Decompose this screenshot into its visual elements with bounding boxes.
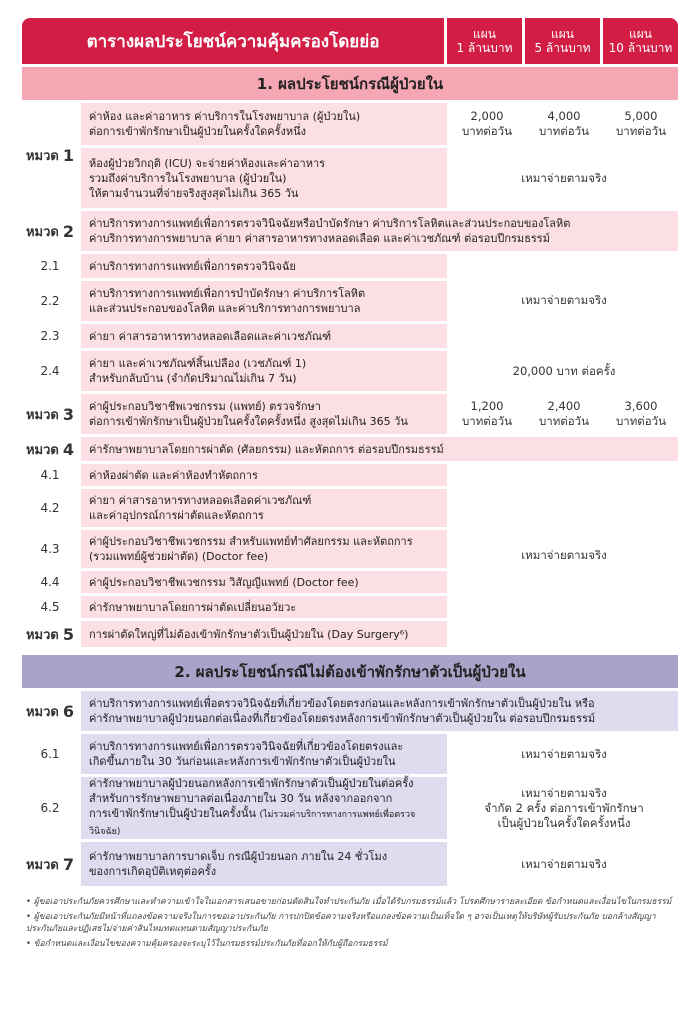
- desc-line: ค่าผู้ประกอบวิชาชีพเวชกรรม (แพทย์) ตรวจรักษา: [89, 400, 321, 413]
- category-3-description: [81, 394, 447, 434]
- value-line: เหมาจ่ายตามจริง: [521, 785, 607, 800]
- desc-line: ค่ายา ค่าสารอาหารทางหลอดเลือดค่าเวชภัณฑ์: [89, 494, 312, 507]
- item-2-4: [22, 351, 678, 391]
- value-unit: บาทต่อวัน: [615, 414, 667, 428]
- item-6-2: [22, 777, 678, 839]
- room-description: [81, 103, 447, 145]
- category-word: หมวด: [25, 149, 59, 164]
- desc-line: การผ่าตัดใหญ่ที่ไม่ต้องเข้าพักรักษาตัวเป็นผู้ป่วยใน (Day Surgery⁶): [89, 627, 409, 641]
- item-6-2-value: [450, 777, 678, 839]
- value-unit: บาทต่อวัน: [461, 124, 513, 138]
- desc-line: ให้ตามจำนวนที่จ่ายจริงสูงสุดไม่เกิน 365 วัน: [89, 186, 299, 200]
- item-number: 4.1: [40, 468, 60, 482]
- category-3-label: [22, 394, 78, 434]
- item-6-1: [22, 734, 678, 774]
- plan-1m-header: [447, 18, 522, 64]
- category-number: 3: [62, 404, 75, 424]
- value-1m: [450, 394, 524, 434]
- value-amount: 4,000: [547, 109, 581, 123]
- item-number: 6.2: [40, 801, 60, 815]
- desc-line: สำหรับกลับบ้าน (จำกัดปริมาณไม่เกิน 7 วัน): [89, 372, 297, 385]
- desc-line: ค่ารักษาพยาบาลผู้ป่วยนอกต่อเนื่องที่เกี่ยวข้องโดยตรงหลังการเข้าพักรักษาตัวเป็นผู้ป่วยใน ต่อรอบปีกรมธรรม์: [89, 712, 596, 725]
- category-6-label: [22, 691, 78, 731]
- desc-line: ห้องผู้ป่วยวิกฤติ (ICU) จะจ่ายค่าห้องและค่าอาหาร: [89, 156, 326, 170]
- desc-line: ค่ารักษาพยาบาลการบาดเจ็บ กรณีผู้ป่วยนอก ภายใน 24 ชั่วโมง: [89, 850, 388, 863]
- category-4-5-value: เหมาจ่ายตามจริง: [521, 547, 607, 562]
- value-5m: [527, 103, 601, 145]
- category-number: 2: [62, 221, 75, 241]
- item-2-4-value: 20,000 บาท ต่อครั้ง: [512, 363, 616, 378]
- desc-line: ค่าบริการทางการแพทย์เพื่อการตรวจวินิจฉัยหรือบำบัดรักษา ค่าบริการโลหิตและส่วนประกอบของโลหิต: [89, 217, 571, 230]
- desc-line: เกิดขึ้นภายใน 30 วันก่อนและหลังการเข้าพักรักษาตัวเป็นผู้ป่วยใน: [89, 755, 396, 768]
- category-word: หมวด: [25, 857, 59, 873]
- item-number: 2.1: [40, 259, 60, 273]
- item-description: [81, 489, 447, 527]
- category-7-label: [22, 842, 78, 886]
- item-description: [81, 777, 447, 839]
- desc-line: ของการเกิดอุบัติเหตุต่อครั้ง: [89, 865, 217, 878]
- section-1-title: 1. ผลประโยชน์กรณีผู้ป่วยใน: [22, 67, 678, 100]
- item-number: 2.4: [40, 364, 60, 378]
- item-4-3: [22, 530, 447, 568]
- section-2-title: 2. ผลประโยชน์กรณีไม่ต้องเข้าพักรักษาตัวเป็นผู้ป่วยใน: [22, 655, 678, 688]
- item-4-4: [22, 571, 447, 593]
- value-unit: บาทต่อวัน: [538, 124, 590, 138]
- category-4: [22, 437, 678, 461]
- value-unit: บาทต่อวัน: [538, 414, 590, 428]
- table-title: ตารางผลประโยชน์ความคุ้มครองโดยย่อ: [22, 18, 444, 64]
- desc-line: ค่าบริการทางการแพทย์เพื่อตรวจวินิจฉัยที่เกี่ยวข้องโดยตรงก่อนและหลังการเข้าพักรักษาตัวเป็นผู้ป่วยใน หรือ: [89, 697, 595, 710]
- desc-line: ค่ายา และค่าเวชภัณฑ์สิ้นเปลือง (เวชภัณฑ์ 1): [89, 357, 307, 370]
- category-6-description: [81, 691, 678, 731]
- value-line: เป็นผู้ป่วยในครั้งใดครั้งหนึ่ง: [497, 815, 631, 830]
- item-number: 4.2: [40, 501, 60, 515]
- category-5: [22, 621, 447, 647]
- category-2: [22, 211, 678, 251]
- item-number: 2.3: [40, 329, 60, 343]
- plan-5m-header: [525, 18, 600, 64]
- item-2-1: [22, 254, 447, 278]
- category-2-items-value: เหมาจ่ายตามจริง: [521, 293, 607, 307]
- footnote: • ข้อกำหนดและเงื่อนไขของความคุ้มครองจะระบุไว้ในกรมธรรม์ประกันภัยที่ออกให้กับผู้ถือกรมธรรม์: [26, 939, 388, 949]
- item-number: 6.1: [40, 747, 60, 761]
- value-line: จำกัด 2 ครั้ง ต่อการเข้าพักรักษา: [484, 800, 644, 815]
- desc-line: ค่ายา ค่าสารอาหารทางหลอดเลือดและค่าเวชภัณฑ์: [89, 329, 332, 343]
- category-2-items: [22, 254, 678, 348]
- category-1-icu-row: [81, 148, 678, 208]
- plan-amount: 1 ล้านบาท: [456, 41, 513, 55]
- category-2-label: [22, 211, 78, 251]
- desc-line: ค่ารักษาพยาบาลโดยการผ่าตัดเปลี่ยนอวัยวะ: [89, 600, 297, 614]
- category-1: [22, 103, 678, 208]
- item-description: [81, 351, 447, 391]
- item-number: 2.2: [40, 294, 60, 308]
- category-word: หมวด: [25, 442, 59, 458]
- value-amount: 2,000: [470, 109, 504, 123]
- category-word: หมวด: [25, 407, 59, 423]
- category-7-description: [81, 842, 447, 886]
- category-7-value: เหมาจ่ายตามจริง: [521, 856, 607, 871]
- desc-line: ค่ารักษาพยาบาลโดยการผ่าตัด (ศัลยกรรม) และหัตถการ ต่อรอบปีกรมธรรม์: [89, 442, 444, 456]
- item-description: [81, 596, 447, 618]
- item-4-1: [22, 464, 447, 486]
- category-1-label: [22, 103, 78, 208]
- desc-line: ค่าบริการทางการแพทย์เพื่อการบำบัดรักษา ค่าบริการโลหิต: [89, 287, 366, 300]
- table-header: [22, 18, 678, 64]
- doctor-values: [450, 394, 678, 434]
- desc-line: ต่อการเข้าพักรักษาเป็นผู้ป่วยในครั้งใดครั้งหนึ่ง: [89, 125, 306, 138]
- category-4-label: [22, 437, 78, 461]
- icu-description: [81, 148, 447, 208]
- desc-line: สำหรับการรักษาพยาบาลต่อเนื่องภายใน 30 วัน หลังจากออกจาก: [89, 792, 393, 805]
- item-4-5: [22, 596, 447, 618]
- desc-line: ค่าผู้ประกอบวิชาชีพเวชกรรม วิสัญญีแพทย์ (Doctor fee): [89, 575, 359, 589]
- item-description: [81, 571, 447, 593]
- desc-note: (ไม่รวมค่าบริการทางการแพทย์เพื่อตรวจวินิจฉัย): [89, 810, 416, 837]
- category-5-label: [22, 621, 78, 647]
- category-3: [22, 394, 678, 434]
- category-2-description: [81, 211, 678, 251]
- value-amount: 5,000: [624, 109, 658, 123]
- item-4-2: [22, 489, 447, 527]
- value-10m: [604, 103, 678, 145]
- value-unit: บาทต่อวัน: [461, 414, 513, 428]
- category-word: หมวด: [25, 627, 59, 643]
- icu-value: เหมาจ่ายตามจริง: [521, 170, 607, 185]
- item-2-2: [22, 281, 447, 321]
- plan-label: แผน: [473, 27, 496, 41]
- desc-line: และส่วนประกอบของโลหิต และค่าบริการทางการพยาบาล: [89, 302, 361, 315]
- item-2-3: [22, 324, 447, 348]
- footnotes: [22, 896, 678, 950]
- category-5-description: [81, 621, 447, 647]
- item-6-1-value: เหมาจ่ายตามจริง: [521, 746, 607, 761]
- room-values: [450, 103, 678, 145]
- plan-amount: 5 ล้านบาท: [534, 41, 591, 55]
- desc-line: ค่าบริการทางการแพทย์เพื่อการตรวจวินิจฉัย: [89, 259, 296, 273]
- item-number: 4.3: [40, 542, 60, 556]
- item-description: [81, 324, 447, 348]
- item-description: [81, 281, 447, 321]
- plan-amount: 10 ล้านบาท: [608, 41, 673, 55]
- item-number: 4.5: [40, 600, 60, 614]
- value-amount: 3,600: [624, 399, 658, 413]
- item-description: [81, 530, 447, 568]
- item-number: 4.4: [40, 575, 60, 589]
- desc-line: และค่าอุปกรณ์การผ่าตัดและหัตถการ: [89, 509, 264, 522]
- desc-line: ต่อการเข้าพักรักษาเป็นผู้ป่วยในครั้งใดครั้งหนึ่ง สูงสุดไม่เกิน 365 วัน: [89, 415, 408, 428]
- value-amount: 2,400: [547, 399, 581, 413]
- value-10m: [604, 394, 678, 434]
- category-6: [22, 691, 678, 731]
- plan-label: แผน: [551, 27, 574, 41]
- plan-10m-header: [603, 18, 678, 64]
- desc-text: การเข้าพักรักษาเป็นผู้ป่วยในครั้งนั้น: [89, 807, 256, 820]
- category-number: 4: [62, 439, 75, 459]
- item-description: [81, 734, 447, 774]
- category-4-5-items: [22, 464, 678, 647]
- desc-line: ค่าห้อง และค่าอาหาร ค่าบริการในโรงพยาบาล (ผู้ป่วยใน): [89, 110, 361, 123]
- category-number: 7: [62, 854, 75, 874]
- desc-line: [89, 806, 439, 840]
- desc-line: รวมถึงค่าบริการในโรงพยาบาล (ผู้ป่วยใน): [89, 171, 287, 185]
- category-7: [22, 842, 678, 886]
- category-number: 1: [62, 146, 75, 165]
- category-word: หมวด: [25, 224, 59, 240]
- desc-line: ค่าบริการทางการแพทย์เพื่อการตรวจวินิจฉัยที่เกี่ยวข้องโดยตรงและ: [89, 740, 404, 753]
- item-description: [81, 254, 447, 278]
- category-word: หมวด: [25, 704, 59, 720]
- desc-line: (รวมแพทย์ผู้ช่วยผ่าตัด) (Doctor fee): [89, 550, 269, 563]
- plan-label: แผน: [629, 27, 652, 41]
- category-number: 5: [62, 624, 75, 644]
- desc-line: ค่ารักษาพยาบาลผู้ป่วยนอกหลังการเข้าพักรักษาตัวเป็นผู้ป่วยในต่อครั้ง: [89, 777, 414, 790]
- item-description: [81, 464, 447, 486]
- value-5m: [527, 394, 601, 434]
- value-1m: [450, 103, 524, 145]
- footnote: • ผู้ขอเอาประกันภัยมีหน้าที่แถลงข้อความจริงในการขอเอาประกันภัย การปกปิดข้อความจริงหรือแถลงข้อความเป็นเท็จใด ๆ อาจเป็นเหตุให้บริษัทผู้รับประกันภัย บอกล้างสัญญาประกันภัยและปฏิเสธไม่จ่ายค่าสินไหมทดแทนตามสัญญาประกันภัย: [26, 912, 656, 934]
- value-unit: บาทต่อวัน: [615, 124, 667, 138]
- value-amount: 1,200: [470, 399, 504, 413]
- category-number: 6: [62, 701, 75, 721]
- category-4-description: [81, 437, 678, 461]
- desc-line: ค่าบริการทางการพยาบาล ค่ายา ค่าสารอาหารทางหลอดเลือด และค่าเวชภัณฑ์ ต่อรอบปีกรมธรรม์: [89, 232, 550, 245]
- category-1-room-row: [81, 103, 678, 145]
- footnote: • ผู้ขอเอาประกันภัยควรศึกษาและทำความเข้าใจในเอกสารเสนอขายก่อนตัดสินใจทำประกันภัย เมื่อได้รับกรมธรรม์แล้ว โปรดศึกษารายละเอียด ข้อกำหนดและเงื่อนไขในกรมธรรม์: [26, 897, 672, 907]
- desc-line: ค่าผู้ประกอบวิชาชีพเวชกรรม สำหรับแพทย์ทำศัลยกรรม และหัตถการ: [89, 535, 413, 548]
- desc-line: ค่าห้องผ่าตัด และค่าห้องทำหัตถการ: [89, 468, 258, 482]
